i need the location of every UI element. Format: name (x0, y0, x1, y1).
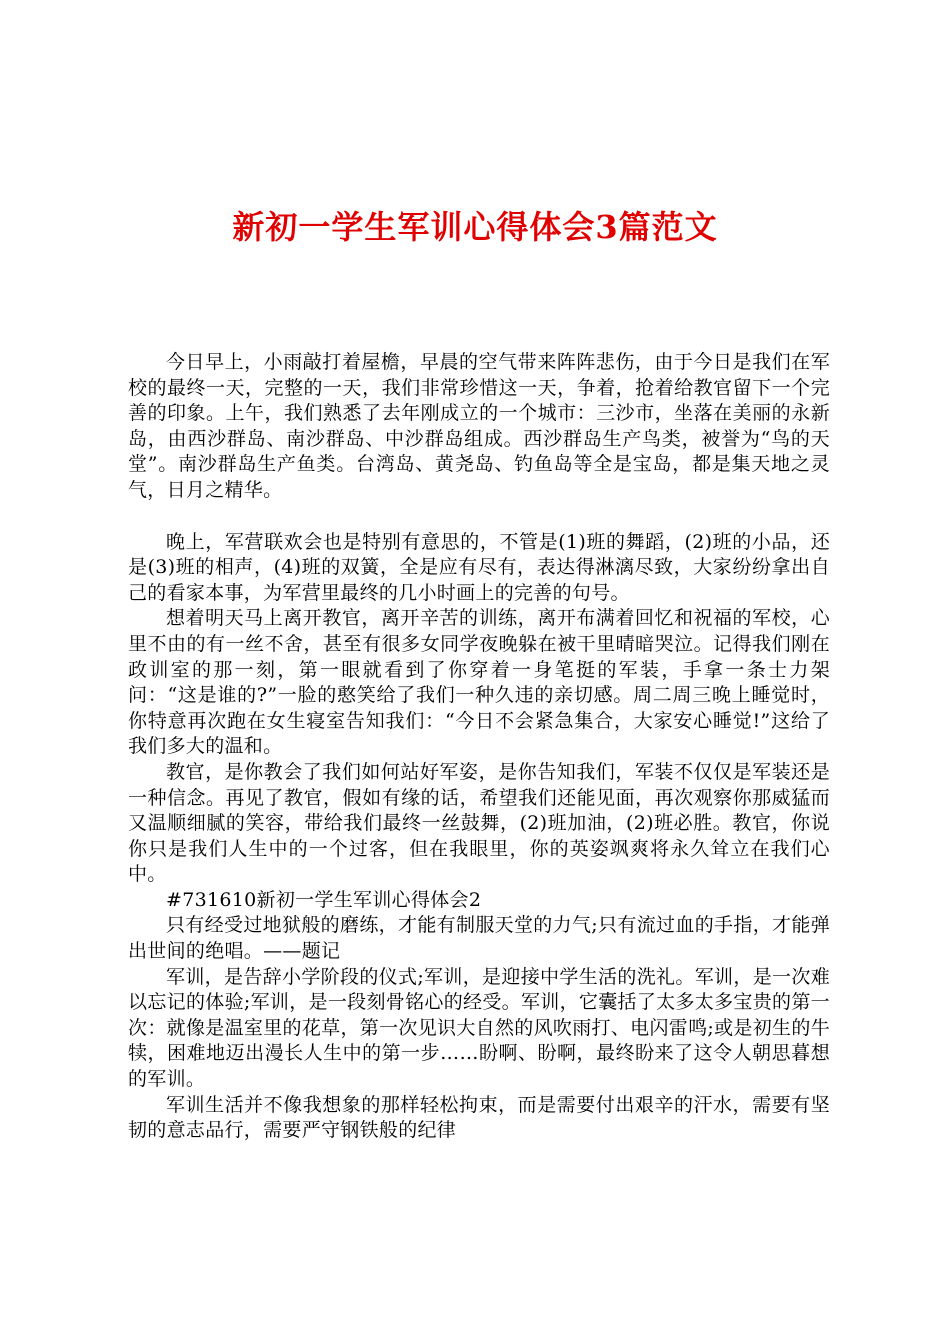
paragraph: 只有经受过地狱般的磨练，才能有制服天堂的力气;只有流过血的手指，才能弹出世间的绝唱。——题记 (128, 914, 830, 963)
paragraph: 想着明天马上离开教官，离开辛苦的训练，离开布满着回忆和祝福的军校，心里不由的有一丝不舍，甚至有很多女同学夜晚躲在被干里晴暗哭泣。记得我们刚在政训室的那一刻，第一眼就看到了你穿着一身笔挺的军装，手拿一条士力架问：“这是谁的?”一脸的憨笑给了我们一种久违的亲切感。周二周三晚上睡觉时，你特意再次跑在女生寝室告知我们：“今日不会紧急集合，大家安心睡觉!”这给了我们多大的温和。 (128, 607, 830, 758)
paragraph: 晚上，军营联欢会也是特别有意思的，不管是(1)班的舞蹈，(2)班的小品，还是(3)班的相声，(4)班的双簧，全是应有尽有，表达得淋漓尽致，大家纷纷拿出自己的看家本事，为军营里最终的几小时画上的完善的句号。 (128, 530, 830, 604)
paragraph: 军训，是告辞小学阶段的仪式;军训，是迎接中学生活的洗礼。军训，是一次难以忘记的体验;军训，是一段刻骨铭心的经受。军训，它囊括了太多太多宝贵的第一次：就像是温室里的花草，第一次见识大自然的风吹雨打、电闪雷鸣;或是初生的牛犊，困难地迈出漫长人生中的第一步……盼啊、盼啊，最终盼来了这令人朝思暮想的军训。 (128, 965, 830, 1091)
document-body (128, 350, 830, 1144)
paragraph: 军训生活并不像我想象的那样轻松拘束，而是需要付出艰辛的汗水，需要有坚韧的意志品行，需要严守钢铁般的纪律 (128, 1093, 830, 1142)
section-heading: #731610新初一学生军训心得体会2 (166, 888, 482, 911)
paragraph: 今日早上，小雨敲打着屋檐，早晨的空气带来阵阵悲伤，由于今日是我们在军校的最终一天，完整的一天，我们非常珍惜这一天，争着，抢着给教官留下一个完善的印象。上午，我们熟悉了去年刚成立的一个城市：三沙市，坐落在美丽的永新岛，由西沙群岛、南沙群岛、中沙群岛组成。西沙群岛生产鸟类，被誉为“鸟的天堂”。南沙群岛生产鱼类。台湾岛、黄尧岛、钓鱼岛等全是宝岛，都是集天地之灵气，日月之精华。 (128, 351, 830, 501)
document-title: 新初一学生军训心得体会3篇范文 (232, 208, 718, 246)
paragraph: 教官，是你教会了我们如何站好军姿，是你告知我们，军装不仅仅是军装还是一种信念。再见了教官，假如有缘的话，希望我们还能见面，再次观察你那威猛而又温顺细腻的笑容，带给我们最终一丝鼓舞，(2)班加油，(2)班必胜。教官，你说你只是我们人生中的一个过客，但在我眼里，你的英姿飒爽将永久耸立在我们心中。 (128, 760, 830, 886)
